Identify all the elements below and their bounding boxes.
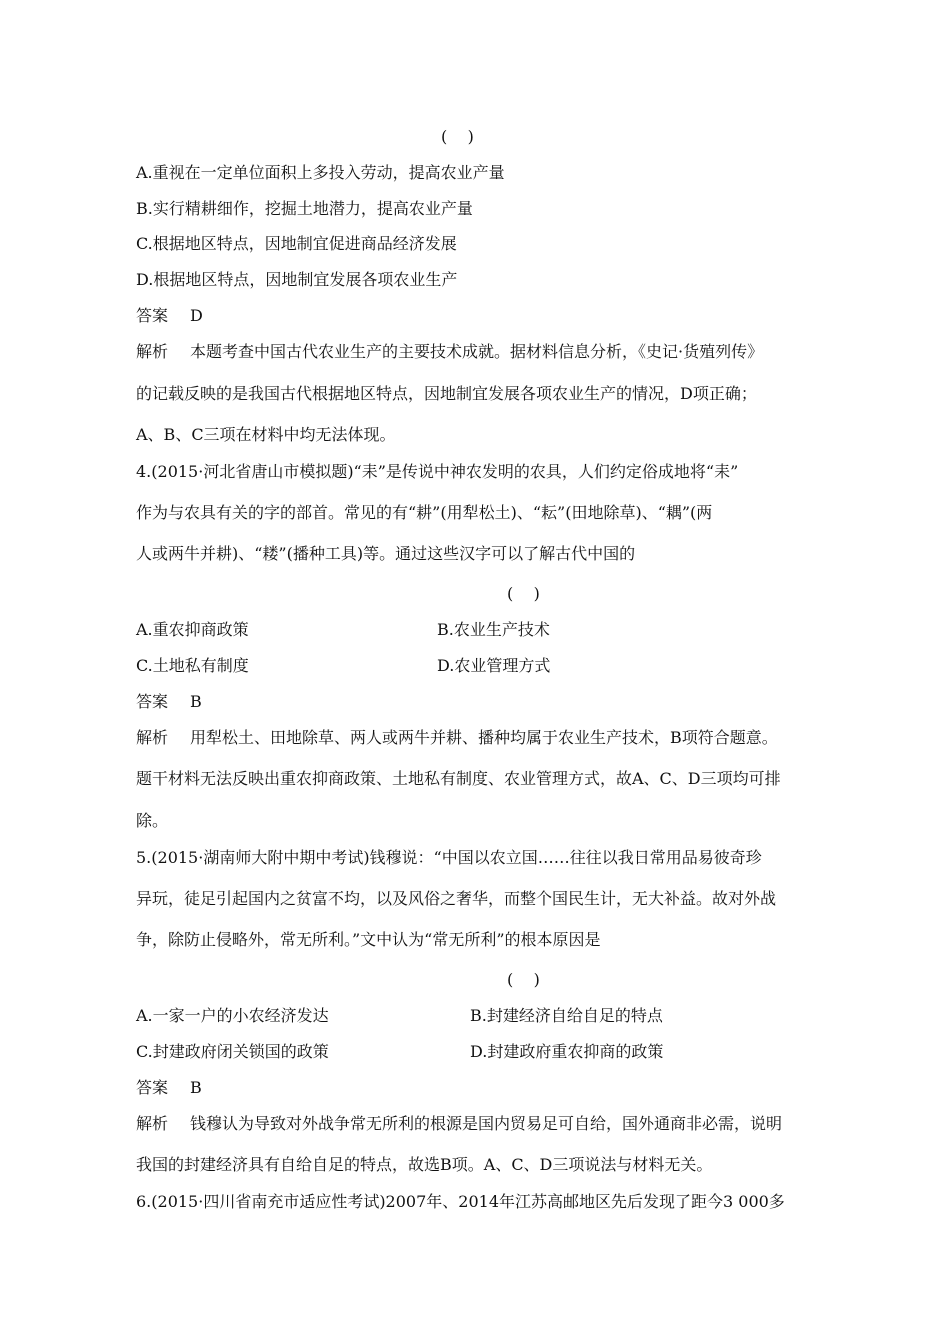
question-stem: 作为与农具有关的字的部首。常见的有“耕”(用犁松土)、“耘”(田地除草)、“耦”(两 <box>136 503 713 522</box>
answer-line <box>136 305 203 327</box>
question-stem: 4.(2015·河北省唐山市模拟题)“耒”是传说中神农发明的农具，人们约定俗成地将“耒” <box>136 462 739 481</box>
option-d: D.根据地区特点，因地制宜发展各项农业生产 <box>136 270 458 289</box>
analysis-text: 除。 <box>136 811 169 830</box>
option-c: C.土地私有制度 <box>136 656 249 675</box>
analysis-text: 题干材料无法反映出重农抑商政策、土地私有制度、农业管理方式，故A、C、D三项均可排 <box>136 769 781 788</box>
option-c: C.根据地区特点，因地制宜促进商品经济发展 <box>136 234 457 253</box>
answer-label: 答案 <box>136 1078 169 1097</box>
answer-blank-paren: ( ) <box>507 970 540 989</box>
question-stem: 人或两牛并耕)、“耧”(播种工具)等。通过这些汉字可以了解古代中国的 <box>136 544 636 563</box>
analysis-line <box>136 341 763 363</box>
option-a: A.重视在一定单位面积上多投入劳动，提高农业产量 <box>136 163 505 182</box>
option-b: B.实行精耕细作，挖掘土地潜力，提高农业产量 <box>136 199 473 218</box>
answer-label: 答案 <box>136 692 169 711</box>
option-c: C.封建政府闭关锁国的政策 <box>136 1042 329 1061</box>
analysis-label: 解析 <box>136 1114 169 1133</box>
analysis-label: 解析 <box>136 728 169 747</box>
answer-line <box>136 691 202 713</box>
option-b: B.封建经济自给自足的特点 <box>470 1006 663 1025</box>
answer-value: D <box>190 306 203 325</box>
option-d: D.农业管理方式 <box>437 656 551 675</box>
analysis-line <box>136 727 778 749</box>
answer-value: B <box>190 1078 202 1097</box>
option-b: B.农业生产技术 <box>437 620 550 639</box>
analysis-text: 钱穆认为导致对外战争常无所利的根源是国内贸易足可自给，国外通商非必需，说明 <box>190 1114 783 1133</box>
option-a: A.重农抑商政策 <box>136 620 249 639</box>
answer-line <box>136 1077 202 1099</box>
analysis-line <box>136 1113 782 1135</box>
option-d: D.封建政府重农抑商的政策 <box>470 1042 664 1061</box>
answer-label: 答案 <box>136 306 169 325</box>
analysis-text: 用犁松土、田地除草、两人或两牛并耕、播种均属于农业生产技术，B项符合题意。 <box>190 728 778 747</box>
answer-blank-paren: ( ) <box>441 127 474 146</box>
analysis-text: 的记载反映的是我国古代根据地区特点，因地制宜发展各项农业生产的情况，D项正确； <box>136 384 757 403</box>
analysis-text: A、B、C三项在材料中均无法体现。 <box>136 425 396 444</box>
analysis-label: 解析 <box>136 342 169 361</box>
answer-blank-paren: ( ) <box>507 584 540 603</box>
analysis-text: 本题考查中国古代农业生产的主要技术成就。据材料信息分析，《史记·货殖列传》 <box>190 342 764 361</box>
question-stem: 异玩，徒足引起国内之贫富不均，以及风俗之奢华，而整个国民生计，无大补益。故对外战 <box>136 889 777 908</box>
analysis-text: 我国的封建经济具有自给自足的特点，故选B项。A、C、D三项说法与材料无关。 <box>136 1155 713 1174</box>
question-stem: 6.(2015·四川省南充市适应性考试)2007年、2014年江苏高邮地区先后发现了距今3 000多 <box>136 1192 785 1211</box>
option-a: A.一家一户的小农经济发达 <box>136 1006 329 1025</box>
question-stem: 争，除防止侵略外，常无所利。”文中认为“常无所利”的根本原因是 <box>136 930 601 949</box>
answer-value: B <box>190 692 202 711</box>
question-stem: 5.(2015·湖南师大附中期中考试)钱穆说：“中国以农立国……往往以我日常用品易彼奇珍 <box>136 848 762 867</box>
